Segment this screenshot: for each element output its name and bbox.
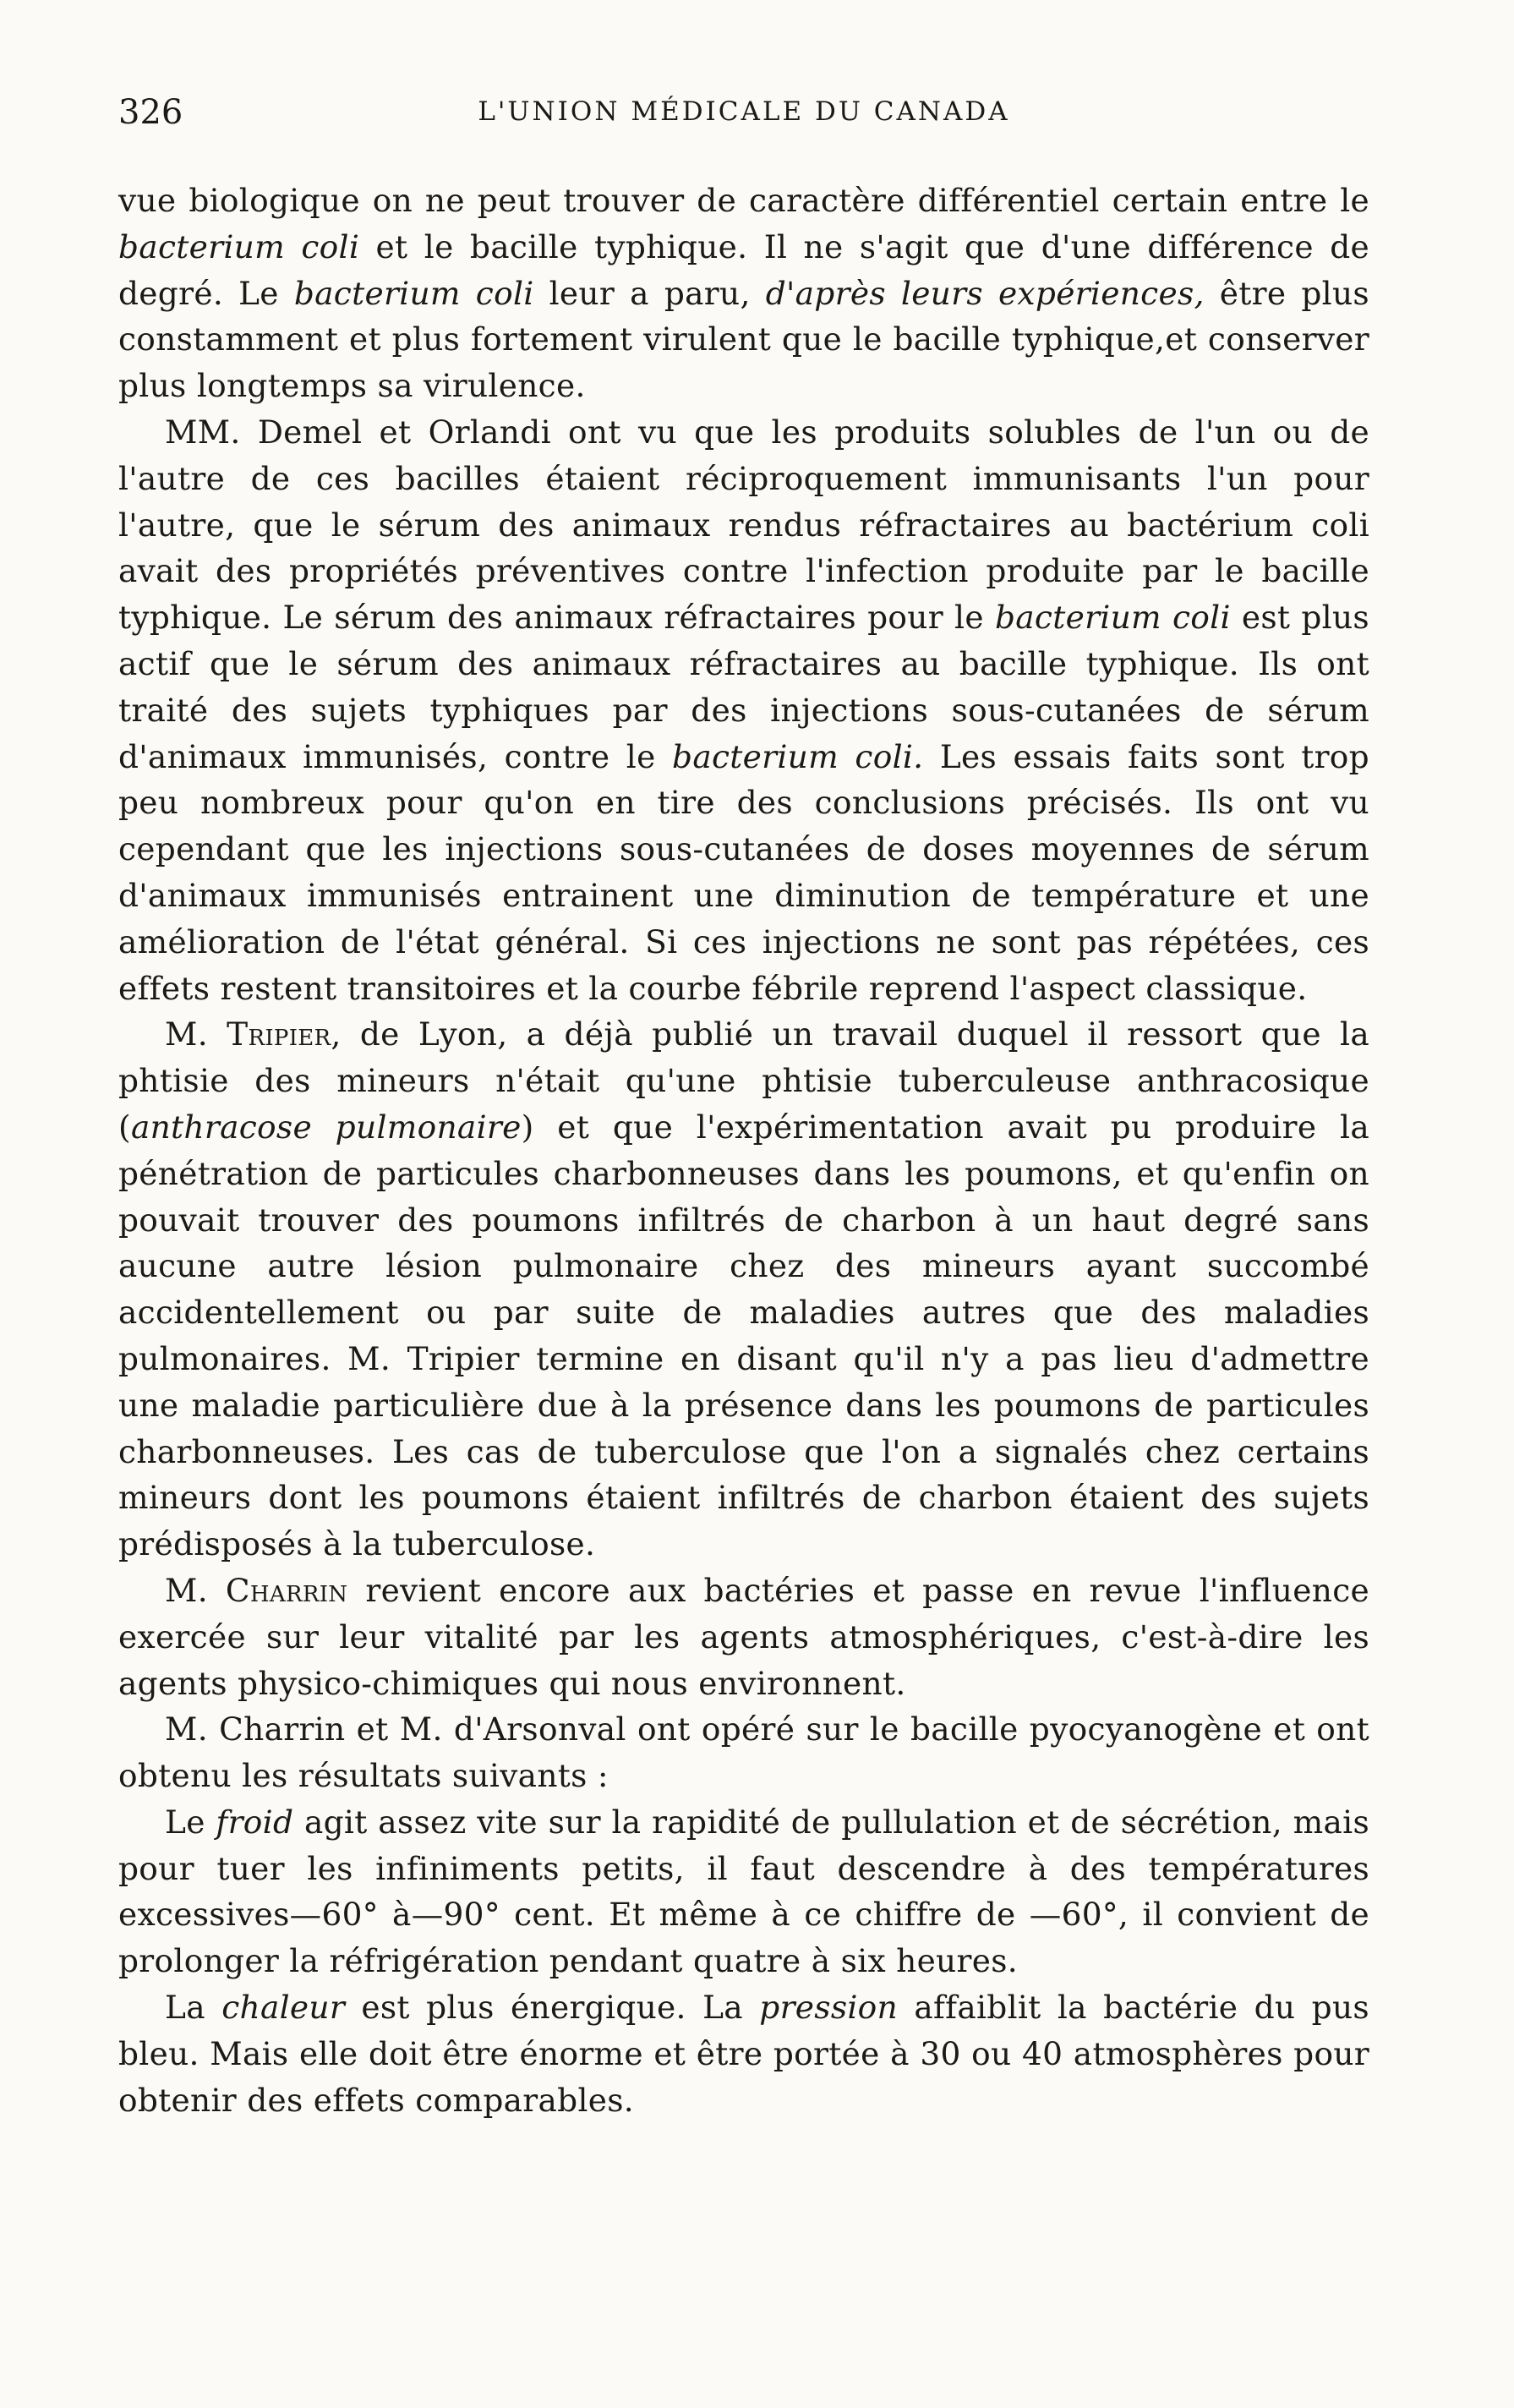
text-run: est plus actif que le sérum des animaux réfractaires au bacille typhique. Ils ont traité des sujets typhiques par des injections sous-cutanées de sérum d'animaux immunisés, contre le bbox=[118, 599, 1369, 775]
italic-text: froid bbox=[216, 1803, 294, 1841]
text-run: affaiblit la bactérie du pus bleu. Mais elle doit être énorme et être portée à 30 ou 40 atmosphères pour obtenir des effets comparables. bbox=[118, 1989, 1369, 2119]
italic-text: pression bbox=[759, 1989, 898, 2027]
body-text bbox=[118, 178, 1369, 2123]
paragraph bbox=[118, 1706, 1369, 1799]
text-run: M. bbox=[165, 1571, 226, 1609]
document-page bbox=[118, 93, 1369, 2123]
text-run: être plus constamment et plus fortement virulent que le bacille typhique,et conserver plus longtemps sa virulence. bbox=[118, 274, 1369, 405]
paragraph bbox=[118, 178, 1369, 409]
italic-text: bacterium coli bbox=[118, 227, 360, 265]
text-run: La bbox=[165, 1989, 222, 2027]
text-run: agit assez vite sur la rapidité de pullulation et de sécrétion, mais pour tuer les infiniments petits, il faut descendre à des températures excessives—60° à—90° cent. Et même à ce chiffre de —60°, il convient de prolonger la réfrigération pendant quatre à six heures. bbox=[118, 1803, 1369, 1980]
text-run: Le bbox=[165, 1803, 216, 1841]
italic-text: chaleur bbox=[221, 1989, 346, 2027]
italic-text: bacterium coli bbox=[994, 599, 1231, 637]
text-run: est plus énergique. La bbox=[345, 1989, 760, 2027]
text-run: M. bbox=[165, 1015, 227, 1054]
text-run: ) et que l'expérimentation avait pu produire la pénétration de particules charbonneuses dans les poumons, et qu'enfin on pouvait trouver des poumons infiltrés de charbon à un haut degré sans aucune autre lésion pulmonaire chez des mineurs ayant succombé accidentellement ou par suite de maladies autres que des maladies pulmonaires. M. Tripier termine en disant qu'il n'y a pas lieu d'admettre une maladie particulière due à la présence dans les poumons de particules charbonneuses. Les cas de tuberculose que l'on a signalés chez certains mineurs dont les poumons étaient infiltrés de charbon étaient des sujets prédisposés à la tuberculose. bbox=[118, 1108, 1369, 1563]
italic-text: bacterium coli. bbox=[672, 737, 924, 775]
running-header bbox=[118, 93, 1369, 144]
italic-text: bacterium coli bbox=[293, 274, 534, 312]
small-caps-name: Tripier bbox=[227, 1015, 331, 1054]
page-number: 326 bbox=[118, 93, 183, 132]
text-run: vue biologique on ne peut trouver de caractère différentiel certain entre le bbox=[118, 182, 1369, 219]
text-run: , de Lyon, a déjà publié un travail duquel il ressort que la phtisie des mineurs n'était qu'une phtisie tuberculeuse anthracosique ( bbox=[118, 1015, 1370, 1146]
journal-title: L'UNION MÉDICALE DU CANADA bbox=[478, 96, 1010, 127]
text-run: M. Charrin et M. d'Arsonval ont opéré sur le bacille pyocyanogène et ont obtenu les résultats suivants : bbox=[118, 1710, 1369, 1795]
text-run: MM. Demel et Orlandi ont vu que les produits solubles de l'un ou de l'autre de ces bacilles étaient réciproquement immunisants l'un pour l'autre, que le sérum des animaux rendus réfractaires au bactérium coli avait des propriétés préventives contre l'infection produite par le bacille typhique. Le sérum des animaux réfractaires pour le bbox=[118, 413, 1369, 637]
text-run: et le bacille typhique. Il ne s'agit que d'une différence de degré. Le bbox=[118, 227, 1369, 312]
text-run: Les essais faits sont trop peu nombreux pour qu'on en tire des conclusions précisés. Ils ont vu cependant que les injections sous-cutanées de doses moyennes de sérum d'animaux immunisés entrainent une diminution de température et une amélioration de l'état général. Si ces injections ne sont pas répétées, ces effets restent transitoires et la courbe fébrile reprend l'aspect classique. bbox=[118, 737, 1369, 1007]
italic-text: d'après leurs expériences, bbox=[765, 274, 1205, 312]
paragraph bbox=[118, 1799, 1369, 1984]
paragraph bbox=[118, 1011, 1369, 1568]
italic-text: anthracose pulmonaire bbox=[130, 1108, 522, 1146]
small-caps-name: Charrin bbox=[225, 1571, 348, 1609]
paragraph bbox=[118, 1984, 1369, 2123]
text-run: revient encore aux bactéries et passe en revue l'influence exercée sur leur vitalité par les agents atmosphériques, c'est-à-dire les agents physico-chimiques qui nous environnent. bbox=[118, 1571, 1369, 1702]
paragraph bbox=[118, 1568, 1369, 1706]
text-run: leur a paru, bbox=[533, 274, 766, 312]
paragraph bbox=[118, 409, 1369, 1011]
